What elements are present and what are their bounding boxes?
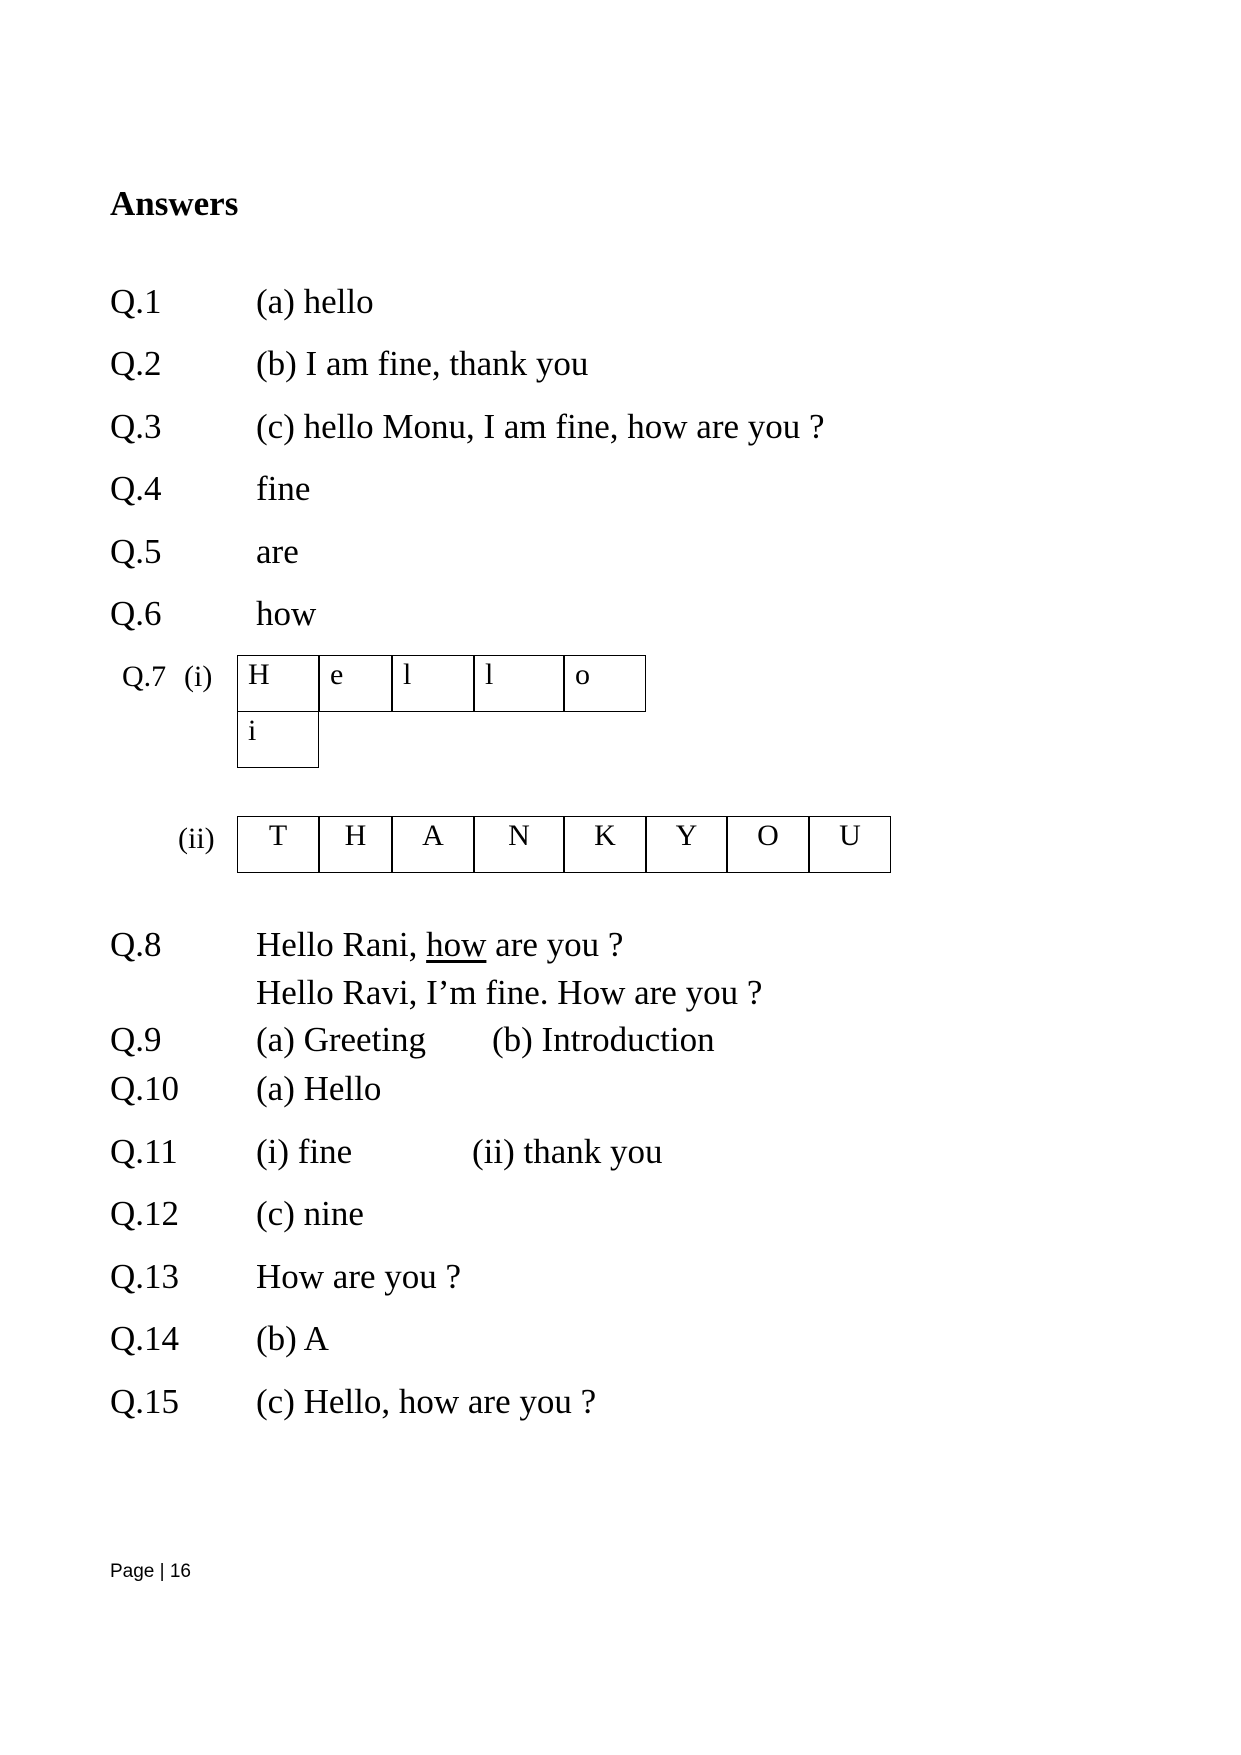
answer-option-ii: (ii) thank you bbox=[472, 1132, 663, 1171]
underlined-word: how bbox=[426, 925, 487, 964]
question-number: Q.10 bbox=[110, 1069, 180, 1108]
grid-cell: e bbox=[319, 655, 392, 712]
question-number: Q.7 bbox=[122, 660, 167, 693]
grid-cell: l bbox=[392, 655, 474, 712]
question-number: Q.8 bbox=[110, 925, 162, 964]
question-number: Q.3 bbox=[110, 407, 162, 446]
answer-option-i: (i) fine bbox=[256, 1132, 353, 1171]
grid-cell: O bbox=[727, 816, 809, 873]
grid-cell: i bbox=[237, 711, 319, 768]
answer-text: How are you ? bbox=[256, 1257, 462, 1296]
question-number: Q.2 bbox=[110, 344, 162, 383]
answer-option-b: (b) Introduction bbox=[492, 1020, 715, 1059]
answer-text-line2: Hello Ravi, I’m fine. How are you ? bbox=[256, 973, 763, 1012]
question-number: Q.1 bbox=[110, 282, 162, 321]
question-number: Q.11 bbox=[110, 1132, 178, 1171]
grid-cell: H bbox=[237, 655, 319, 712]
part-label: (i) bbox=[184, 660, 213, 693]
answer-text: are bbox=[256, 532, 299, 571]
question-number: Q.12 bbox=[110, 1194, 180, 1233]
question-number: Q.9 bbox=[110, 1020, 162, 1059]
answer-text-line1 bbox=[256, 925, 623, 965]
question-number: Q.15 bbox=[110, 1382, 180, 1421]
text-span: Hello Rani, bbox=[256, 925, 427, 964]
part-label: (ii) bbox=[178, 822, 215, 855]
grid-cell: l bbox=[474, 655, 564, 712]
question-number: Q.13 bbox=[110, 1257, 180, 1296]
heading: Answers bbox=[110, 184, 239, 223]
question-number: Q.4 bbox=[110, 469, 162, 508]
question-number: Q.14 bbox=[110, 1319, 180, 1358]
text-span: are you ? bbox=[486, 925, 624, 964]
answer-text: (a) Hello bbox=[256, 1069, 382, 1108]
answer-text: (b) A bbox=[256, 1319, 329, 1358]
grid-cell: A bbox=[392, 816, 474, 873]
question-number: Q.6 bbox=[110, 594, 162, 633]
answer-text: fine bbox=[256, 469, 311, 508]
grid-cell: N bbox=[474, 816, 564, 873]
answer-text: (a) hello bbox=[256, 282, 374, 321]
page-footer: Page | 16 bbox=[110, 1561, 192, 1582]
grid-cell: Y bbox=[646, 816, 727, 873]
answer-text: (c) nine bbox=[256, 1194, 364, 1233]
answer-option-a: (a) Greeting bbox=[256, 1020, 427, 1059]
question-number: Q.5 bbox=[110, 532, 162, 571]
answer-text: (c) Hello, how are you ? bbox=[256, 1382, 597, 1421]
answer-text: (c) hello Monu, I am fine, how are you ? bbox=[256, 407, 825, 446]
answer-text: (b) I am fine, thank you bbox=[256, 344, 589, 383]
grid-cell: U bbox=[809, 816, 891, 873]
grid-cell: T bbox=[237, 816, 319, 873]
grid-cell: K bbox=[564, 816, 646, 873]
grid-cell: H bbox=[319, 816, 392, 873]
grid-cell: o bbox=[564, 655, 646, 712]
answer-text: how bbox=[256, 594, 317, 633]
